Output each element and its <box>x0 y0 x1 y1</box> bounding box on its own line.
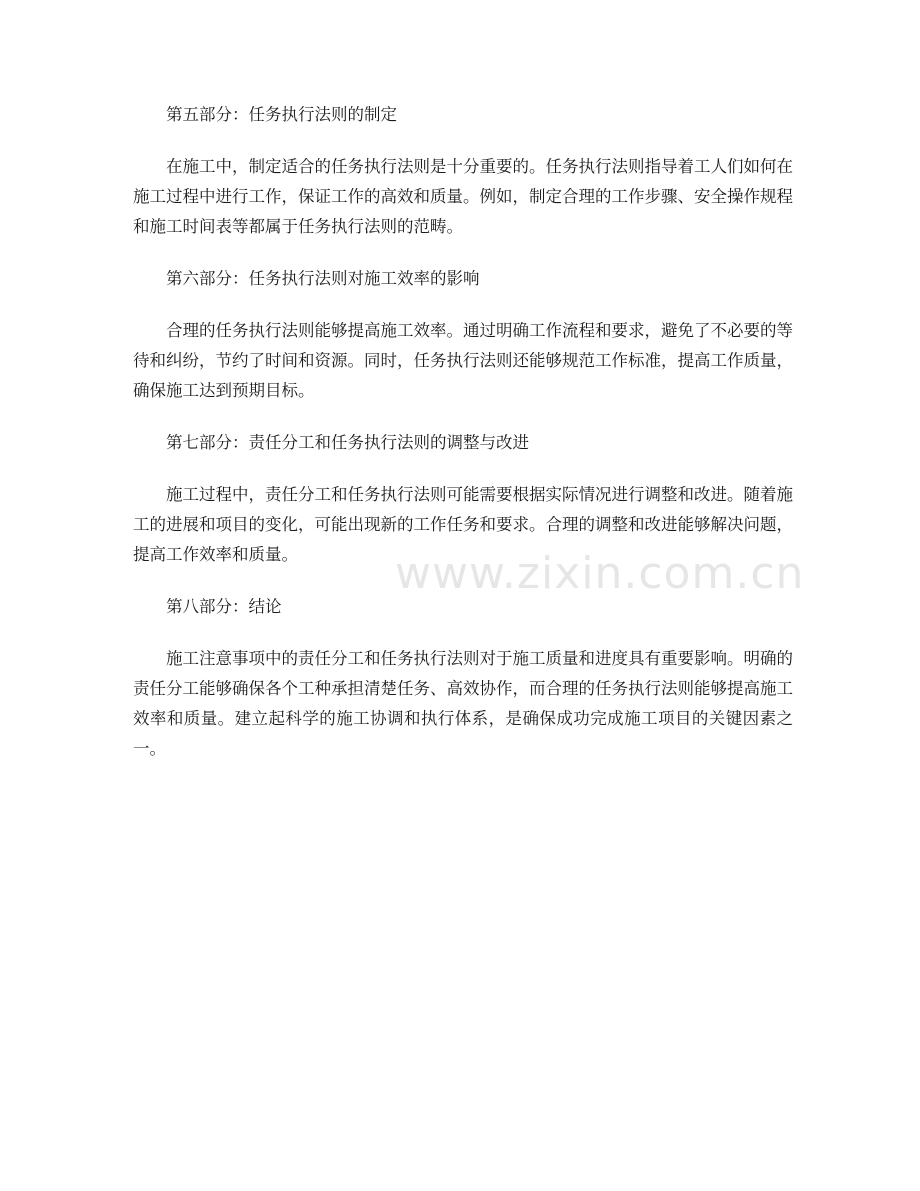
section-heading-6: 第六部分：任务执行法则对施工效率的影响 <box>166 269 480 288</box>
document-body <box>133 100 793 786</box>
section-paragraph-7: 施工过程中，责任分工和任务执行法则可能需要根据实际情况进行调整和改进。随着施工的进展和项目的变化，可能出现新的工作任务和要求。合理的调整和改进能够解决问题，提高工作效率和质量。 <box>133 485 793 564</box>
section-heading-5: 第五部分：任务执行法则的制定 <box>166 105 397 124</box>
section-paragraph-8: 施工注意事项中的责任分工和任务执行法则对于施工质量和进度具有重要影响。明确的责任分工能够确保各个工种承担清楚任务、高效协作，而合理的任务执行法则能够提高施工效率和质量。建立起科学的施工协调和执行体系，是确保成功完成施工项目的关键因素之一。 <box>133 649 793 758</box>
section-paragraph-5: 在施工中，制定适合的任务执行法则是十分重要的。任务执行法则指导着工人们如何在施工过程中进行工作，保证工作的高效和质量。例如，制定合理的工作步骤、安全操作规程和施工时间表等都属于任务执行法则的范畴。 <box>133 157 793 236</box>
section-paragraph-6: 合理的任务执行法则能够提高施工效率。通过明确工作流程和要求，避免了不必要的等待和纠纷，节约了时间和资源。同时，任务执行法则还能够规范工作标准，提高工作质量，确保施工达到预期目标。 <box>133 321 793 400</box>
watermark: www.zixin.com.cn <box>395 548 805 599</box>
section-heading-8: 第八部分：结论 <box>166 597 282 616</box>
section-heading-7: 第七部分：责任分工和任务执行法则的调整与改进 <box>166 433 529 452</box>
